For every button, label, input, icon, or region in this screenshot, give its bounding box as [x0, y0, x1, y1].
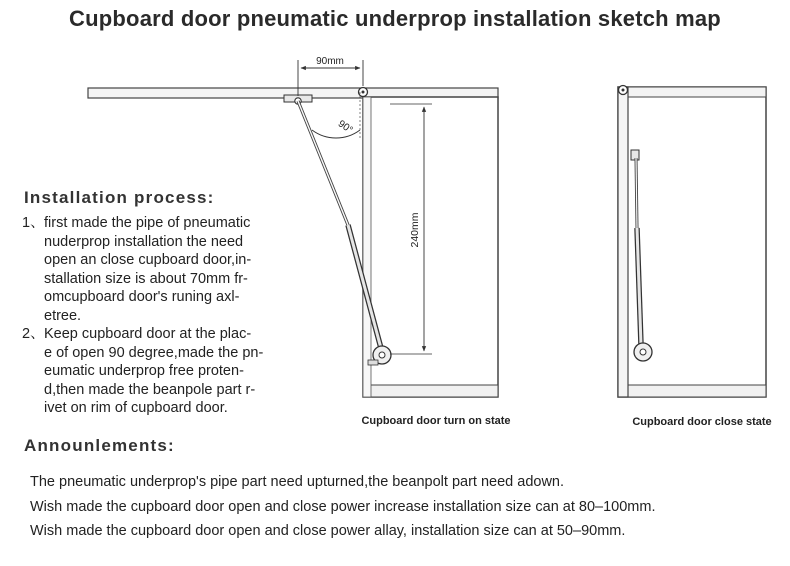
cabinet-bottom-shelf	[363, 385, 498, 397]
step-number: 1、	[22, 215, 45, 231]
installation-step	[22, 214, 352, 325]
announcements-list	[30, 470, 790, 544]
installation-heading: Installation process:	[24, 188, 215, 207]
closed-state-diagram	[618, 86, 772, 429]
cabinet-side-inner	[363, 97, 371, 397]
angle-arc	[312, 130, 360, 138]
caption-closed-state: Cupboard door close state	[632, 416, 772, 428]
caption-open-state: Cupboard door turn on state	[361, 415, 511, 427]
page-title: Cupboard door pneumatic underprop installation sketch map	[69, 6, 721, 31]
step-text: first made the pipe of pneumatic nuderprop installation the need open an close cupboard door,in- stallation size is about 70mm fr- omcupboard door's runing axl- etree.	[44, 215, 252, 324]
announcement-line: The pneumatic underprop's pipe part need upturned,the beanpolt part need adown.	[30, 474, 565, 490]
announcement-line: Wish made the cupboard door open and close power allay, installation size can at 50–90mm.	[30, 523, 626, 539]
installation-step	[22, 325, 352, 418]
dim-90mm-label: 90mm	[316, 56, 344, 67]
announcements-heading: Announlements:	[24, 436, 175, 455]
announcement-line: Wish made the cupboard door open and close power increase installation size can at 80–100mm.	[30, 498, 656, 515]
angle-label: 90°	[335, 118, 355, 137]
step-number: 2、	[22, 326, 45, 342]
installation-steps	[22, 214, 352, 418]
step-text: Keep cupboard door at the plac- e of open 90 degree,made the pn- eumatic underprop free proten- d,then made the beanpole part r- ivet on rim of cupboard door.	[44, 326, 264, 416]
dim-240mm-label: 240mm	[409, 212, 421, 248]
closed-door-panel	[618, 87, 628, 397]
